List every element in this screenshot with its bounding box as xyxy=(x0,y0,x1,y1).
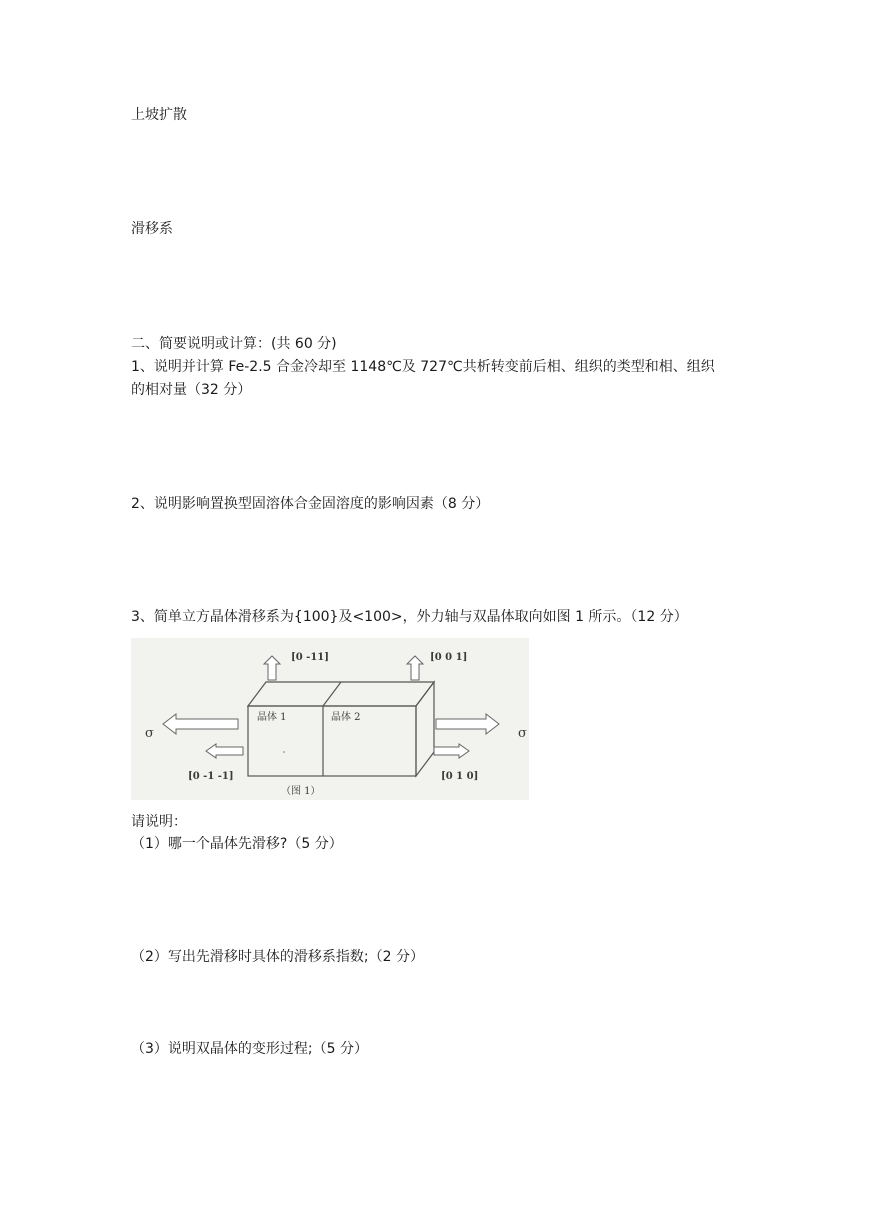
question-3: 3、简单立方晶体滑移系为{100}及<100>，外力轴与双晶体取向如图 1 所示。（12 分） xyxy=(131,609,688,625)
arrow-up-left xyxy=(264,656,280,680)
subquestion-1: （1）哪一个晶体先滑移?（5 分） xyxy=(131,836,343,852)
question-1-line-2: 的相对量（32 分） xyxy=(131,382,252,398)
top-divider-line xyxy=(323,682,341,706)
direction-bottom-left: [0 -1 -1] xyxy=(188,771,234,782)
direction-top-left: [0 -11] xyxy=(291,652,329,663)
question-2: 2、说明影响置换型固溶体合金固溶度的影响因素（8 分） xyxy=(131,496,490,512)
direction-top-right: [0 0 1] xyxy=(430,652,468,663)
subquestion-3: （3）说明双晶体的变形过程;（5 分） xyxy=(131,1041,368,1057)
block-top-face xyxy=(248,682,434,706)
subquestion-2: （2）写出先滑移时具体的滑移系指数;（2 分） xyxy=(131,949,424,965)
crystal-1-label: 晶体 1 xyxy=(257,712,287,723)
question-1-line-1: 1、说明并计算 Fe-2.5 合金冷却至 1148℃及 727℃共析转变前后相、组织的类型和相、组织 xyxy=(131,359,715,375)
section-heading: 二、简要说明或计算：(共 60 分) xyxy=(131,336,337,352)
arrow-left-small xyxy=(206,744,243,758)
stress-arrow-left xyxy=(163,714,238,734)
figure-caption: （图 1） xyxy=(281,786,321,797)
please-explain: 请说明： xyxy=(131,814,187,830)
figure-1 xyxy=(131,638,529,800)
speck-mark xyxy=(283,751,285,753)
term-uphill-diffusion: 上坡扩散 xyxy=(131,107,187,123)
term-slip-system: 滑移系 xyxy=(131,221,173,237)
bicrystal-diagram xyxy=(131,638,529,800)
direction-bottom-right: [0 1 0] xyxy=(441,771,479,782)
arrow-up-right xyxy=(407,656,423,680)
crystal-2-label: 晶体 2 xyxy=(331,712,361,723)
block-side-face xyxy=(416,682,434,776)
sigma-right: σ xyxy=(518,726,527,741)
arrow-right-small xyxy=(434,744,469,758)
sigma-left: σ xyxy=(145,726,154,741)
stress-arrow-right xyxy=(436,714,499,734)
